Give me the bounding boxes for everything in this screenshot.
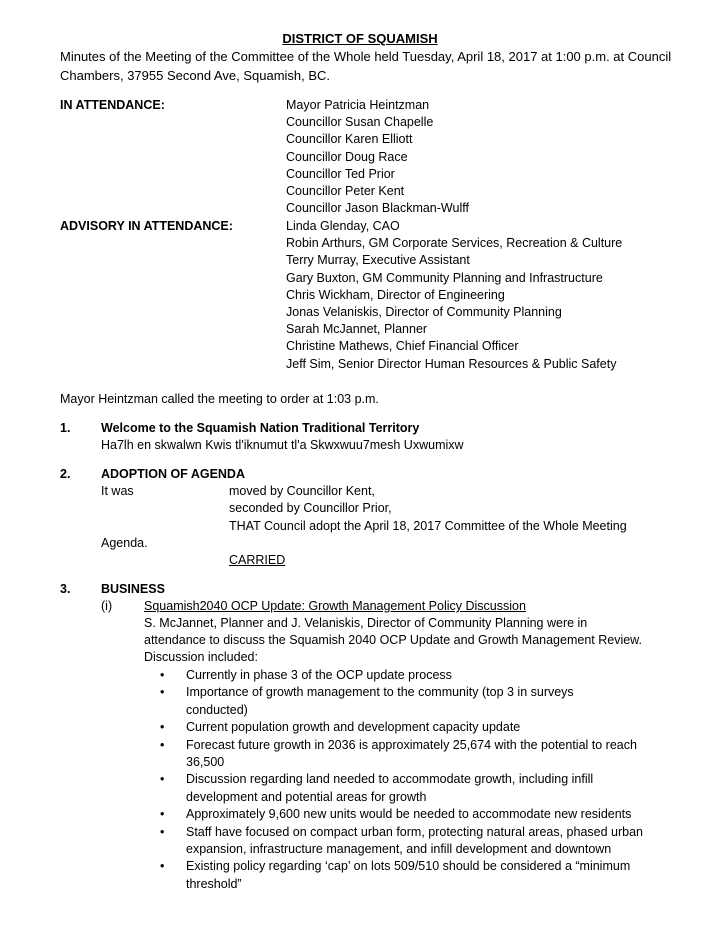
carried-result: CARRIED xyxy=(229,553,286,567)
advisory-attendance-label: ADVISORY IN ATTENDANCE: xyxy=(60,219,233,233)
document-title: DISTRICT OF SQUAMISH xyxy=(282,31,438,46)
item-1-text: Ha7lh en skwalwn Kwis tl'iknumut tl'a Skwxwuu7mesh Uxwumixw xyxy=(101,438,464,452)
motion-text-continued: Agenda. xyxy=(101,536,148,550)
meeting-intro: Minutes of the Meeting of the Committee of the Whole held Tuesday, April 18, 2017 at 1:00 p.m. at Council Chambers, 37955 Second Ave, Squamish, BC. xyxy=(60,49,672,83)
sub-item-number: (i) xyxy=(101,599,113,613)
list-item: • Staff have focused on compact urban form, protecting natural areas, phased urban expansion, infrastructure management, and infill development and downtown xyxy=(160,824,643,857)
attendance-list xyxy=(286,97,469,217)
advisory-name: Sarah McJannet, Planner xyxy=(286,322,428,337)
attendee-name: Councillor Peter Kent xyxy=(286,184,405,199)
advisory-list xyxy=(286,218,622,373)
advisory-name: Robin Arthurs, GM Corporate Services, Recreation & Culture xyxy=(286,236,623,251)
sub-item-title: Squamish2040 OCP Update: Growth Management Policy Discussion xyxy=(144,599,526,613)
item-3-heading: BUSINESS xyxy=(101,582,165,596)
bullet-icon: • xyxy=(160,668,165,682)
motion-text: THAT Council adopt the April 18, 2017 Committee of the Whole Meeting xyxy=(229,519,627,533)
moved-by: moved by Councillor Kent, xyxy=(229,484,375,498)
it-was-label: It was xyxy=(101,484,134,498)
discussion-paragraph-line: Discussion included: xyxy=(144,650,258,664)
attendee-name: Councillor Jason Blackman-Wulff xyxy=(286,201,469,216)
list-item: • Existing policy regarding ‘cap’ on lots 509/510 should be considered a “minimum threshold” xyxy=(160,859,631,891)
item-3-number: 3. xyxy=(60,582,71,596)
advisory-name: Chris Wickham, Director of Engineering xyxy=(286,287,505,302)
bullet-icon: • xyxy=(160,685,165,700)
attendee-name: Councillor Susan Chapelle xyxy=(286,115,434,130)
item-2-number: 2. xyxy=(60,467,71,481)
list-item: • Forecast future growth in 2036 is approximately 25,674 with the potential to reach 36,500 xyxy=(160,737,637,770)
attendee-name: Mayor Patricia Heintzman xyxy=(286,98,430,112)
attendee-name: Councillor Doug Race xyxy=(286,149,408,164)
discussion-paragraph-line: S. McJannet, Planner and J. Velaniskis, Director of Community Planning were in xyxy=(144,616,588,630)
bullet-icon: • xyxy=(160,859,165,874)
discussion-paragraph-line: attendance to discuss the Squamish 2040 OCP Update and Growth Management Review. xyxy=(144,633,642,647)
list-item: • Approximately 9,600 new units would be needed to accommodate new residents xyxy=(158,806,678,823)
item-1-number: 1. xyxy=(60,421,71,435)
item-2-heading: ADOPTION OF AGENDA xyxy=(101,467,245,481)
advisory-name: Jonas Velaniskis, Director of Community Planning xyxy=(286,305,562,320)
seconded-by: seconded by Councillor Prior, xyxy=(229,501,392,515)
list-item: • Currently in phase 3 of the OCP update process xyxy=(158,667,678,684)
advisory-name: Linda Glenday, CAO xyxy=(286,219,400,233)
in-attendance-label: IN ATTENDANCE: xyxy=(60,98,165,112)
item-1-heading: Welcome to the Squamish Nation Traditional Territory xyxy=(101,421,420,435)
list-item: • Current population growth and development capacity update xyxy=(158,719,678,736)
bullet-icon: • xyxy=(160,807,165,822)
discussion-bullet-list xyxy=(158,667,678,893)
attendee-name: Councillor Ted Prior xyxy=(286,166,395,181)
call-to-order: Mayor Heintzman called the meeting to order at 1:03 p.m. xyxy=(60,392,379,406)
bullet-icon: • xyxy=(160,737,165,752)
list-item: • Discussion regarding land needed to accommodate growth, including infill development and potential areas for growth xyxy=(160,772,594,804)
attendee-name: Councillor Karen Elliott xyxy=(286,132,413,147)
bullet-icon: • xyxy=(160,720,165,735)
bullet-icon: • xyxy=(160,772,165,787)
bullet-icon: • xyxy=(160,824,165,839)
advisory-name: Gary Buxton, GM Community Planning and Infrastructure xyxy=(286,270,603,285)
advisory-name: Jeff Sim, Senior Director Human Resources & Public Safety xyxy=(286,356,617,371)
advisory-name: Terry Murray, Executive Assistant xyxy=(286,253,470,268)
list-item: • Importance of growth management to the community (top 3 in surveys conducted) xyxy=(160,685,574,717)
advisory-name: Christine Mathews, Chief Financial Officer xyxy=(286,339,519,354)
